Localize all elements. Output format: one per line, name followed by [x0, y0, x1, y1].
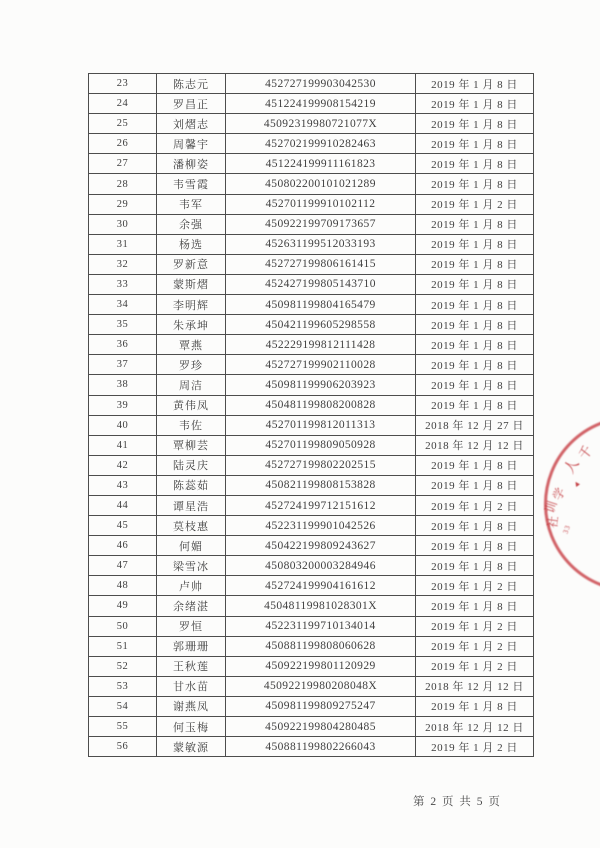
row-number-cell: 46 [89, 536, 157, 556]
id-number-cell: 452727199902110028 [226, 355, 416, 375]
person-name-cell: 韦军 [157, 194, 226, 214]
row-number-cell: 48 [89, 576, 157, 596]
table-row [89, 194, 534, 214]
roster-table-body [89, 74, 534, 757]
table-row [89, 475, 534, 495]
table-row [89, 556, 534, 576]
id-number-cell: 451224199911161823 [226, 154, 416, 174]
table-row [89, 616, 534, 636]
row-number-cell: 40 [89, 415, 157, 435]
roster-table [88, 73, 534, 757]
id-number-cell: 450922199804280485 [226, 717, 416, 737]
table-row [89, 355, 534, 375]
person-name-cell: 莫枝惠 [157, 516, 226, 536]
table-row [89, 656, 534, 676]
person-name-cell: 刘熠志 [157, 114, 226, 134]
table-row [89, 576, 534, 596]
row-number-cell: 53 [89, 676, 157, 696]
date-cell: 2019 年 1 月 8 日 [416, 114, 534, 134]
seal-char: 人 [562, 456, 583, 477]
table-row [89, 636, 534, 656]
date-cell: 2019 年 1 月 8 日 [416, 355, 534, 375]
id-number-cell: 450981199804165479 [226, 295, 416, 315]
row-number-cell: 24 [89, 94, 157, 114]
table-row [89, 676, 534, 696]
date-cell: 2019 年 1 月 8 日 [416, 375, 534, 395]
id-number-cell: 452724199904161612 [226, 576, 416, 596]
row-number-cell: 28 [89, 174, 157, 194]
row-number-cell: 39 [89, 395, 157, 415]
row-number-cell: 27 [89, 154, 157, 174]
id-number-cell: 450821199808153828 [226, 475, 416, 495]
table-row [89, 214, 534, 234]
id-number-cell: 452727199806161415 [226, 254, 416, 274]
row-number-cell: 26 [89, 134, 157, 154]
person-name-cell: 罗新意 [157, 254, 226, 274]
id-number-cell: 45048119981028301X [226, 596, 416, 616]
id-number-cell: 450981199809275247 [226, 696, 416, 716]
date-cell: 2019 年 1 月 8 日 [416, 214, 534, 234]
row-number-cell: 43 [89, 475, 157, 495]
id-number-cell: 450881199808060628 [226, 636, 416, 656]
id-number-cell: 450421199605298558 [226, 315, 416, 335]
table-row [89, 495, 534, 515]
person-name-cell: 陈志元 [157, 74, 226, 94]
red-seal-ring-icon [544, 416, 600, 592]
row-number-cell: 52 [89, 656, 157, 676]
row-number-cell: 36 [89, 335, 157, 355]
table-row [89, 536, 534, 556]
id-number-cell: 450922199709173657 [226, 214, 416, 234]
date-cell: 2019 年 1 月 2 日 [416, 495, 534, 515]
date-cell: 2018 年 12 月 12 日 [416, 676, 534, 696]
row-number-cell: 31 [89, 234, 157, 254]
id-number-cell: 452701199812011313 [226, 415, 416, 435]
id-number-cell: 45092219980208048X [226, 676, 416, 696]
person-name-cell: 王秋莲 [157, 656, 226, 676]
id-number-cell: 450481199808200828 [226, 395, 416, 415]
person-name-cell: 韦雪霞 [157, 174, 226, 194]
id-number-cell: 452701199910102112 [226, 194, 416, 214]
date-cell: 2019 年 1 月 8 日 [416, 174, 534, 194]
seal-star-point-icon: ▲ [570, 477, 583, 490]
row-number-cell: 50 [89, 616, 157, 636]
id-number-cell: 450881199802266043 [226, 737, 416, 757]
row-number-cell: 55 [89, 717, 157, 737]
table-row [89, 134, 534, 154]
row-number-cell: 49 [89, 596, 157, 616]
id-number-cell: 452427199805143710 [226, 274, 416, 294]
row-number-cell: 38 [89, 375, 157, 395]
date-cell: 2018 年 12 月 27 日 [416, 415, 534, 435]
table-row [89, 114, 534, 134]
date-cell: 2019 年 1 月 8 日 [416, 696, 534, 716]
row-number-cell: 35 [89, 315, 157, 335]
row-number-cell: 44 [89, 495, 157, 515]
person-name-cell: 韦佐 [157, 415, 226, 435]
table-row [89, 234, 534, 254]
table-row [89, 315, 534, 335]
row-number-cell: 23 [89, 74, 157, 94]
date-cell: 2019 年 1 月 2 日 [416, 737, 534, 757]
row-number-cell: 45 [89, 516, 157, 536]
person-name-cell: 卢帅 [157, 576, 226, 596]
table-row [89, 455, 534, 475]
date-cell: 2019 年 1 月 8 日 [416, 395, 534, 415]
person-name-cell: 罗昌正 [157, 94, 226, 114]
table-row [89, 274, 534, 294]
person-name-cell: 陈蕊茹 [157, 475, 226, 495]
person-name-cell: 杨选 [157, 234, 226, 254]
table-row [89, 395, 534, 415]
table-row [89, 295, 534, 315]
person-name-cell: 谭星浩 [157, 495, 226, 515]
seal-char: 千 [575, 442, 596, 463]
date-cell: 2019 年 1 月 8 日 [416, 254, 534, 274]
row-number-cell: 33 [89, 274, 157, 294]
person-name-cell: 潘柳姿 [157, 154, 226, 174]
id-number-cell: 450981199906203923 [226, 375, 416, 395]
table-row [89, 74, 534, 94]
date-cell: 2019 年 1 月 8 日 [416, 154, 534, 174]
date-cell: 2019 年 1 月 8 日 [416, 475, 534, 495]
table-row [89, 696, 534, 716]
row-number-cell: 42 [89, 455, 157, 475]
date-cell: 2019 年 1 月 8 日 [416, 94, 534, 114]
table-row [89, 717, 534, 737]
date-cell: 2018 年 12 月 12 日 [416, 435, 534, 455]
id-number-cell: 452631199512033193 [226, 234, 416, 254]
id-number-cell: 452701199809050928 [226, 435, 416, 455]
date-cell: 2019 年 1 月 2 日 [416, 576, 534, 596]
date-cell: 2019 年 1 月 2 日 [416, 656, 534, 676]
person-name-cell: 何玉梅 [157, 717, 226, 737]
date-cell: 2019 年 1 月 8 日 [416, 596, 534, 616]
table-row [89, 435, 534, 455]
row-number-cell: 34 [89, 295, 157, 315]
id-number-cell: 452229199812111428 [226, 335, 416, 355]
table-row [89, 174, 534, 194]
page-footer: 第 2 页 共 5 页 [413, 796, 502, 808]
id-number-cell: 450422199809243627 [226, 536, 416, 556]
date-cell: 2019 年 1 月 8 日 [416, 74, 534, 94]
id-number-cell: 452727199802202515 [226, 455, 416, 475]
date-cell: 2019 年 1 月 8 日 [416, 536, 534, 556]
date-cell: 2019 年 1 月 8 日 [416, 274, 534, 294]
id-number-cell: 452724199712151612 [226, 495, 416, 515]
row-number-cell: 29 [89, 194, 157, 214]
person-name-cell: 蒙斯熠 [157, 274, 226, 294]
person-name-cell: 覃燕 [157, 335, 226, 355]
row-number-cell: 30 [89, 214, 157, 234]
date-cell: 2018 年 12 月 12 日 [416, 717, 534, 737]
person-name-cell: 甘水苗 [157, 676, 226, 696]
row-number-cell: 37 [89, 355, 157, 375]
row-number-cell: 41 [89, 435, 157, 455]
red-seal-stamp [540, 415, 600, 600]
person-name-cell: 梁雪冰 [157, 556, 226, 576]
id-number-cell: 452727199903042530 [226, 74, 416, 94]
id-number-cell: 450922199801120929 [226, 656, 416, 676]
date-cell: 2019 年 1 月 2 日 [416, 636, 534, 656]
date-cell: 2019 年 1 月 8 日 [416, 134, 534, 154]
table-row [89, 335, 534, 355]
person-name-cell: 覃柳芸 [157, 435, 226, 455]
person-name-cell: 朱承坤 [157, 315, 226, 335]
row-number-cell: 56 [89, 737, 157, 757]
person-name-cell: 周洁 [157, 375, 226, 395]
row-number-cell: 32 [89, 254, 157, 274]
date-cell: 2019 年 1 月 8 日 [416, 335, 534, 355]
person-name-cell: 余强 [157, 214, 226, 234]
person-name-cell: 周馨宇 [157, 134, 226, 154]
id-number-cell: 452702199910282463 [226, 134, 416, 154]
person-name-cell: 黄伟凤 [157, 395, 226, 415]
person-name-cell: 蒙敏源 [157, 737, 226, 757]
person-name-cell: 何媚 [157, 536, 226, 556]
date-cell: 2019 年 1 月 8 日 [416, 234, 534, 254]
date-cell: 2019 年 1 月 8 日 [416, 556, 534, 576]
table-row [89, 737, 534, 757]
person-name-cell: 郭珊珊 [157, 636, 226, 656]
person-name-cell: 罗珍 [157, 355, 226, 375]
date-cell: 2019 年 1 月 8 日 [416, 516, 534, 536]
date-cell: 2019 年 1 月 8 日 [416, 455, 534, 475]
table-row [89, 516, 534, 536]
row-number-cell: 54 [89, 696, 157, 716]
id-number-cell: 452231199901042526 [226, 516, 416, 536]
table-row [89, 94, 534, 114]
seal-char: 学 [550, 485, 568, 503]
id-number-cell: 452231199710134014 [226, 616, 416, 636]
table-row [89, 154, 534, 174]
id-number-cell: 451224199908154219 [226, 94, 416, 114]
seal-char: 社 [545, 515, 561, 529]
row-number-cell: 25 [89, 114, 157, 134]
table-row [89, 254, 534, 274]
table-row [89, 596, 534, 616]
id-number-cell: 45092319980721077X [226, 114, 416, 134]
row-number-cell: 51 [89, 636, 157, 656]
person-name-cell: 罗恒 [157, 616, 226, 636]
seal-number: 33 [561, 523, 573, 535]
date-cell: 2019 年 1 月 2 日 [416, 616, 534, 636]
person-name-cell: 陆灵庆 [157, 455, 226, 475]
id-number-cell: 450802200101021289 [226, 174, 416, 194]
person-name-cell: 谢燕凤 [157, 696, 226, 716]
table-row [89, 415, 534, 435]
person-name-cell: 李明辉 [157, 295, 226, 315]
id-number-cell: 450803200003284946 [226, 556, 416, 576]
table-row [89, 375, 534, 395]
row-number-cell: 47 [89, 556, 157, 576]
date-cell: 2019 年 1 月 8 日 [416, 315, 534, 335]
seal-char: 训 [542, 499, 560, 515]
person-name-cell: 余绪湛 [157, 596, 226, 616]
date-cell: 2019 年 1 月 8 日 [416, 295, 534, 315]
date-cell: 2019 年 1 月 2 日 [416, 194, 534, 214]
